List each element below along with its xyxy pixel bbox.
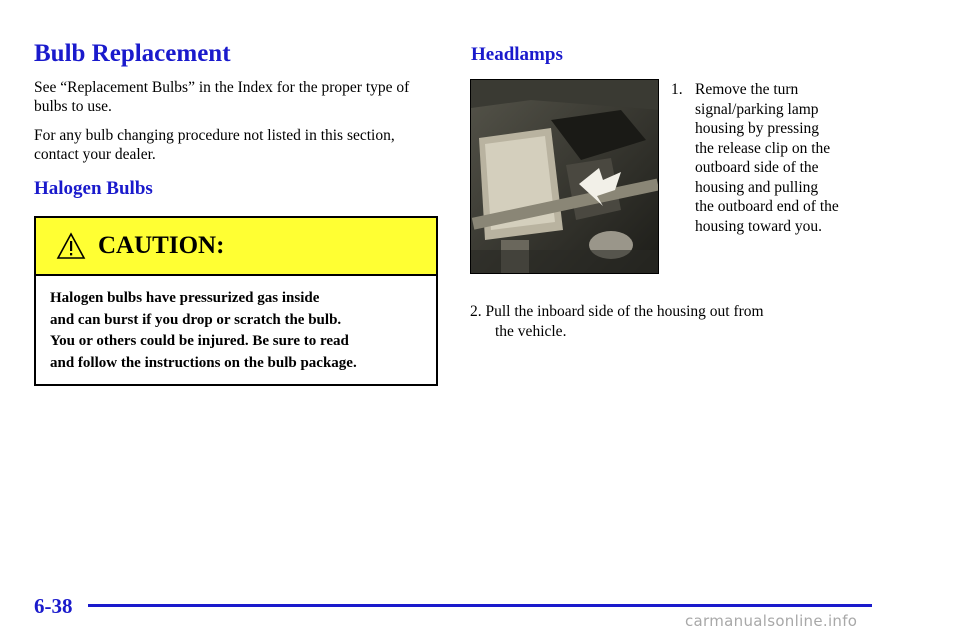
- step-line: Remove the turn: [695, 81, 799, 98]
- headlamps-heading: Headlamps: [471, 44, 563, 65]
- caution-line: and can burst if you drop or scratch the bulb.: [50, 311, 342, 328]
- caution-header: [36, 218, 436, 276]
- step-2: [470, 302, 764, 341]
- step-line: the outboard end of the: [695, 198, 839, 215]
- step-line: the release clip on the: [695, 139, 831, 157]
- step-line: outboard side of the: [695, 159, 819, 176]
- headlamp-housing-photo: [470, 79, 659, 274]
- intro-paragraph-2: For any bulb changing procedure not listed in this section, contact your dealer.: [34, 127, 395, 163]
- step-line: housing and pulling: [695, 178, 819, 196]
- caution-box: [34, 216, 438, 386]
- caution-line: and follow the instructions on the bulb package.: [50, 354, 357, 371]
- page-number: 6-38: [34, 594, 73, 618]
- caution-label: CAUTION:: [98, 232, 225, 259]
- step-line: 2. Pull the inboard side of the housing out from: [470, 303, 764, 320]
- step-line: housing toward you.: [695, 217, 823, 235]
- intro-paragraph-1: See “Replacement Bulbs” in the Index for the proper type of bulbs to use.: [34, 79, 410, 115]
- caution-line: You or others could be injured. Be sure to read: [50, 333, 349, 349]
- caution-text: [50, 288, 430, 374]
- footer-rule: [88, 604, 872, 607]
- caution-line: Halogen bulbs have pressurized gas inside: [50, 290, 320, 306]
- halogen-heading: Halogen Bulbs: [34, 178, 153, 199]
- step-number: 1.: [671, 81, 683, 98]
- watermark: carmanualsonline.info: [685, 612, 858, 630]
- warning-icon: [56, 232, 86, 260]
- step-line: the vehicle.: [495, 322, 567, 340]
- page-title: Bulb Replacement: [34, 40, 231, 67]
- step-line: housing by pressing: [695, 120, 819, 137]
- step-line: signal/parking lamp: [695, 100, 819, 118]
